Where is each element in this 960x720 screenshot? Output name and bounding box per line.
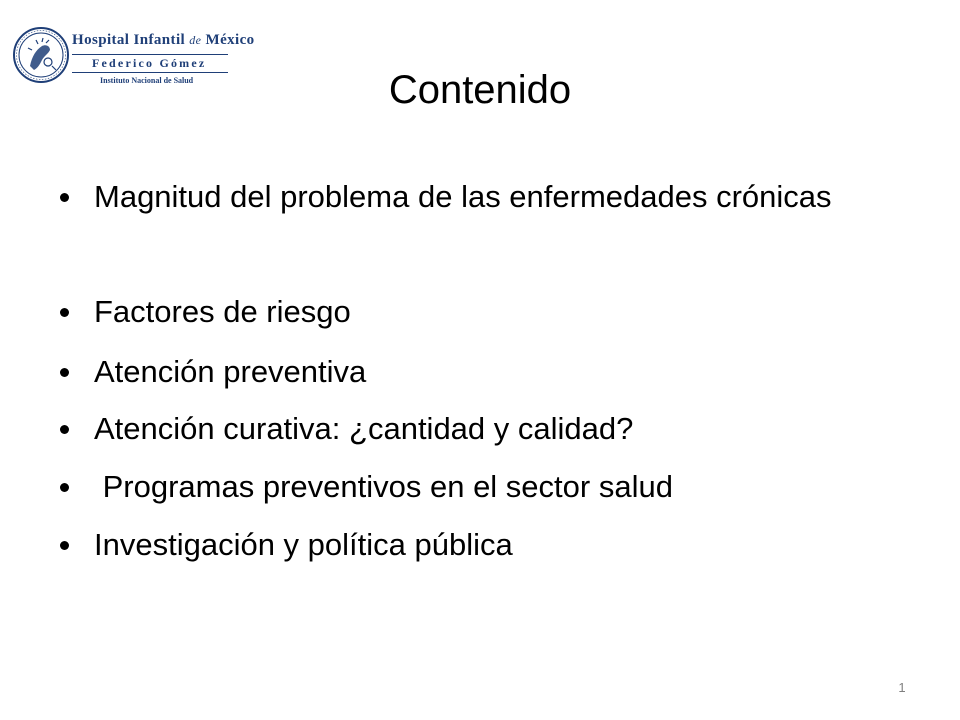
bullet-item [58, 178, 832, 216]
bullet-dot-icon [60, 368, 69, 377]
bullet-dot-icon [60, 483, 69, 492]
bullet-text: Atención preventiva [94, 354, 367, 389]
logo-federico-gomez: Federico Gómez [92, 56, 207, 70]
slide-title: Contenido [388, 68, 572, 112]
bullet-text: Atención curativa: ¿cantidad y calidad? [94, 411, 634, 446]
slide-number: 1 [898, 680, 906, 695]
logo-name-de: de [189, 33, 202, 47]
logo-institute: Instituto Nacional de Salud [100, 76, 194, 85]
bullet-dot-icon [60, 193, 69, 202]
bullet-item [58, 468, 673, 506]
bullet-text: Factores de riesgo [94, 294, 351, 329]
logo-name-part2: México [205, 32, 255, 48]
bullet-dot-icon [60, 541, 69, 550]
logo-name-part1: Hospital Infantil [72, 32, 186, 48]
bullet-dot-icon [60, 425, 69, 434]
bullet-dot-icon [60, 308, 69, 317]
bullet-item [58, 526, 513, 564]
bullet-item [58, 410, 633, 448]
logo-rule-top [72, 54, 228, 55]
logo-text [72, 32, 255, 85]
bullet-item [58, 293, 351, 331]
bullet-item [58, 353, 366, 391]
bullet-text: Programas preventivos en el sector salud [94, 469, 673, 504]
logo-hospital-name [72, 32, 255, 49]
bullet-text: Investigación y política pública [94, 527, 513, 562]
bullet-text: Magnitud del problema de las enfermedades crónicas [94, 179, 832, 214]
